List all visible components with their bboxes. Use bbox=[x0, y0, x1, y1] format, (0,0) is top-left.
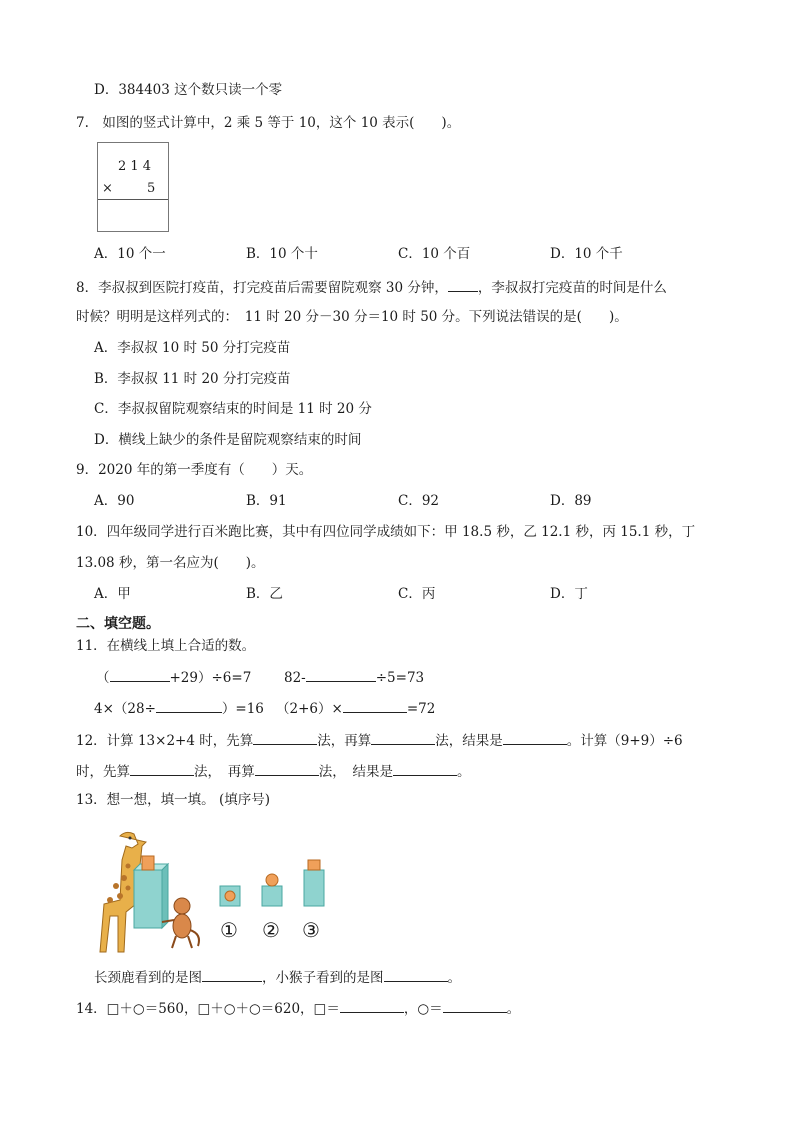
section-title: 二、填空题。 bbox=[76, 616, 160, 632]
q14-line bbox=[76, 997, 520, 1019]
q8-line1-b: ，李叔叔打完疫苗的时间是什么 bbox=[477, 280, 667, 296]
q7-option-a[interactable]: A．10 个一 bbox=[94, 246, 166, 262]
q7-option-b[interactable]: B．10 个十 bbox=[246, 246, 318, 262]
q12-blank-1[interactable] bbox=[253, 729, 317, 745]
q14-part-c: 。 bbox=[506, 1001, 521, 1017]
q8-line1-a: 8．李叔叔到医院打疫苗，打完疫苗后需要留院观察 30 分钟， bbox=[76, 280, 448, 296]
q13-answer-c: 。 bbox=[447, 970, 461, 986]
q9-stem: 9．2020 年的第一季度有（ ）天。 bbox=[76, 462, 313, 478]
q11-e1-post: +29）÷6=7 bbox=[169, 670, 252, 686]
q11-expr-2 bbox=[284, 666, 424, 688]
q11-blank-2[interactable] bbox=[306, 666, 376, 682]
q11-e2-pre: 82- bbox=[284, 670, 306, 686]
calc-times-sign: × bbox=[102, 181, 113, 196]
q10-option-c[interactable]: C．丙 bbox=[398, 586, 436, 602]
q14-blank-1[interactable] bbox=[340, 997, 404, 1013]
q11-e4-post: =72 bbox=[406, 701, 436, 717]
q11-e2-post: ÷5=73 bbox=[375, 670, 425, 686]
q11-expr-1 bbox=[96, 666, 251, 688]
stacked-boxes-illustration bbox=[134, 856, 168, 928]
q13-answer-b: ，小猴子看到的是图 bbox=[262, 970, 384, 986]
q7-stem: 7. 如图的竖式计算中，2 乘 5 等于 10，这个 10 表示( )。 bbox=[76, 115, 461, 131]
q10-option-d[interactable]: D．丁 bbox=[550, 586, 588, 602]
q12-l2-b: 法， 再算 bbox=[194, 764, 255, 780]
q12-blank-4[interactable] bbox=[130, 760, 194, 776]
calc-rule-line bbox=[98, 199, 168, 200]
q9-option-c[interactable]: C．92 bbox=[398, 493, 440, 509]
q9-option-d[interactable]: D．89 bbox=[550, 493, 592, 509]
q14-part-a: 14．□＋○＝560，□＋○＋○＝620，□＝ bbox=[76, 1001, 340, 1017]
q14-part-b: ，○＝ bbox=[403, 1001, 443, 1017]
q12-line1 bbox=[76, 729, 683, 751]
q12-blank-3[interactable] bbox=[503, 729, 567, 745]
q11-e3-pre: 4×（28÷ bbox=[94, 701, 156, 717]
q12-blank-2[interactable] bbox=[371, 729, 435, 745]
q11-blank-1[interactable] bbox=[110, 666, 170, 682]
q6-option-d: D．384403 这个数只读一个零 bbox=[94, 82, 283, 98]
q7-option-c[interactable]: C．10 个百 bbox=[398, 246, 471, 262]
q12-l1-b: 法，再算 bbox=[317, 733, 372, 749]
q9-option-b[interactable]: B．91 bbox=[246, 493, 287, 509]
q12-l1-a: 12．计算 13×2+4 时，先算 bbox=[76, 733, 254, 749]
q13-answer-a: 长颈鹿看到的是图 bbox=[94, 970, 202, 986]
q11-e3-post: ）=16 bbox=[221, 701, 264, 717]
q11-e1-pre: （ bbox=[96, 670, 110, 686]
q8-option-d[interactable]: D．横线上缺少的条件是留院观察结束的时间 bbox=[94, 432, 362, 448]
q10-option-a[interactable]: A．甲 bbox=[94, 586, 131, 602]
q13-blank-1[interactable] bbox=[202, 966, 262, 982]
view-label-2: ② bbox=[262, 918, 280, 942]
q11-e4-pre: （2+6）× bbox=[276, 701, 343, 717]
q8-option-a[interactable]: A．李叔叔 10 时 50 分打完疫苗 bbox=[94, 340, 291, 356]
q14-blank-2[interactable] bbox=[443, 997, 507, 1013]
q10-line2: 13.08 秒，第一名应为( )。 bbox=[76, 555, 265, 571]
q8-blank[interactable] bbox=[448, 276, 478, 292]
view-label-3: ③ bbox=[302, 918, 320, 942]
q12-blank-6[interactable] bbox=[393, 760, 457, 776]
q11-stem: 11．在横线上填上合适的数。 bbox=[76, 638, 256, 654]
calc-bottom-number: 5 bbox=[147, 181, 156, 196]
q10-line1: 10．四年级同学进行百米跑比赛，其中有四位同学成绩如下：甲 18.5 秒，乙 12.1 秒，丙 15.1 秒，丁 bbox=[76, 524, 696, 540]
view-1-shape bbox=[220, 886, 240, 906]
q11-expr-4 bbox=[276, 697, 435, 719]
q13-answer-line bbox=[94, 966, 461, 988]
q13-blank-2[interactable] bbox=[384, 966, 448, 982]
q8-line1 bbox=[76, 276, 667, 298]
q12-l1-d: 。计算（9+9）÷6 bbox=[566, 733, 683, 749]
view-label-1: ① bbox=[220, 918, 238, 942]
q12-l2-c: 法， 结果是 bbox=[318, 764, 393, 780]
q11-blank-3[interactable] bbox=[156, 697, 222, 713]
view-3-shape bbox=[304, 860, 324, 906]
q10-option-b[interactable]: B．乙 bbox=[246, 586, 283, 602]
q12-line2 bbox=[76, 760, 471, 782]
calc-top-number: 2 1 4 bbox=[118, 159, 152, 174]
q12-l2-a: 时，先算 bbox=[76, 764, 130, 780]
q8-option-b[interactable]: B．李叔叔 11 时 20 分打完疫苗 bbox=[94, 371, 291, 387]
q12-l1-c: 法，结果是 bbox=[435, 733, 503, 749]
q12-blank-5[interactable] bbox=[255, 760, 319, 776]
q7-option-d[interactable]: D．10 个千 bbox=[550, 246, 623, 262]
q12-l2-d: 。 bbox=[457, 764, 471, 780]
q11-expr-3 bbox=[94, 697, 264, 719]
q8-line2: 时候？明明是这样列式的： 11 时 20 分－30 分＝10 时 50 分。下列说法错误的是( )。 bbox=[76, 309, 628, 325]
view-2-shape bbox=[262, 874, 282, 906]
q8-option-c[interactable]: C．李叔叔留院观察结束的时间是 11 时 20 分 bbox=[94, 401, 372, 417]
q11-blank-4[interactable] bbox=[343, 697, 407, 713]
q13-figure bbox=[90, 826, 340, 954]
vertical-calc-box bbox=[97, 142, 169, 232]
q9-option-a[interactable]: A．90 bbox=[94, 493, 135, 509]
q13-stem: 13．想一想，填一填。 (填序号) bbox=[76, 792, 271, 808]
